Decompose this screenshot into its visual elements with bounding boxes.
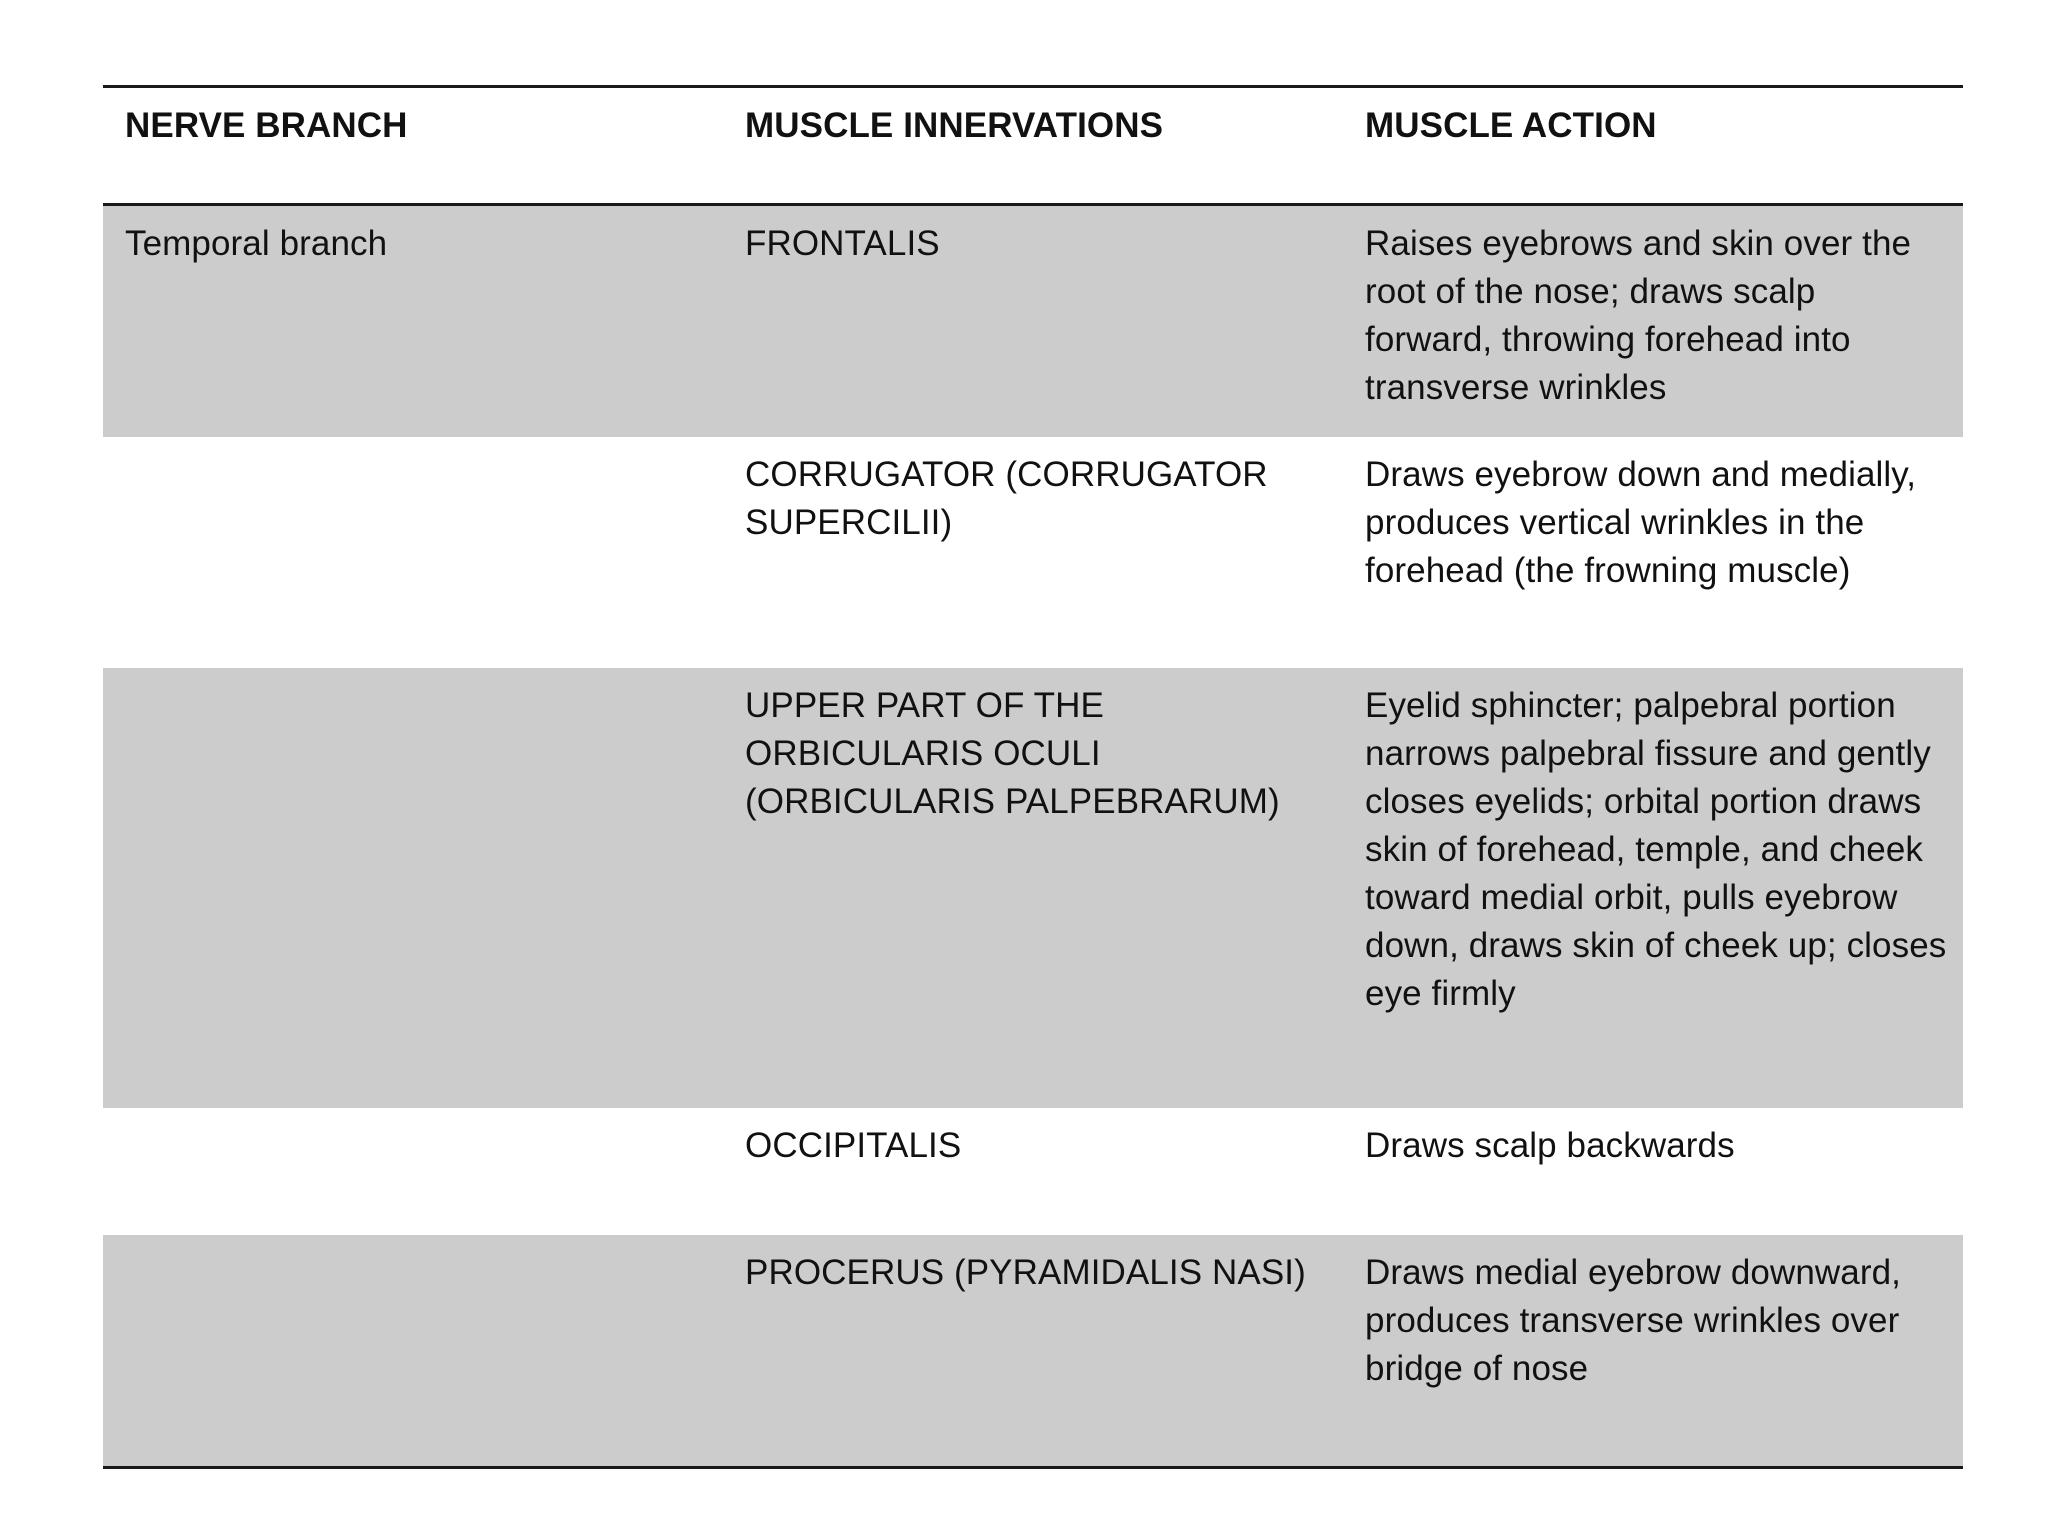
action-cell: Draws medial eyebrow downward, produces transverse wrinkles over bridge of nose bbox=[1365, 1253, 1901, 1388]
action-cell: Draws scalp backwards bbox=[1365, 1126, 1735, 1165]
muscle-cell: UPPER PART OF THE ORBICULARIS OCULI (ORBICULARIS PALPEBRARUM) bbox=[745, 686, 1280, 821]
nerve-branch-cell bbox=[103, 1108, 723, 1235]
table-header-row bbox=[103, 88, 1963, 206]
nerve-branch-cell bbox=[103, 668, 723, 1108]
table-row bbox=[103, 437, 1963, 668]
muscle-innervation-table bbox=[103, 85, 1963, 1469]
header-muscle-action: MUSCLE ACTION bbox=[1365, 106, 1657, 145]
action-cell: Draws eyebrow down and medially, produces vertical wrinkles in the forehead (the frowning muscle) bbox=[1365, 455, 1917, 590]
nerve-branch-cell bbox=[103, 437, 723, 668]
nerve-branch-cell bbox=[103, 1235, 723, 1466]
muscle-cell: CORRUGATOR (CORRUGATOR SUPERCILII) bbox=[745, 455, 1268, 542]
action-cell: Raises eyebrows and skin over the root of the nose; draws scalp forward, throwing forehead into transverse wrinkles bbox=[1365, 224, 1912, 407]
header-muscle-innervations: MUSCLE INNERVATIONS bbox=[745, 106, 1164, 145]
muscle-cell: OCCIPITALIS bbox=[745, 1126, 962, 1165]
header-nerve-branch: NERVE BRANCH bbox=[125, 106, 408, 145]
table-row bbox=[103, 206, 1963, 437]
muscle-cell: FRONTALIS bbox=[745, 224, 940, 263]
nerve-branch-cell: Temporal branch bbox=[125, 224, 388, 263]
table-row bbox=[103, 1108, 1963, 1235]
table-row bbox=[103, 668, 1963, 1108]
muscle-cell: PROCERUS (PYRAMIDALIS NASI) bbox=[745, 1253, 1306, 1292]
table-row bbox=[103, 1235, 1963, 1466]
action-cell: Eyelid sphincter; palpebral portion narrows palpebral fissure and gently closes eyelids; orbital portion draws skin of forehead, temple, and cheek toward medial orbit, pulls eyebrow down, draws skin of cheek up; closes eye firmly bbox=[1365, 686, 1947, 1013]
